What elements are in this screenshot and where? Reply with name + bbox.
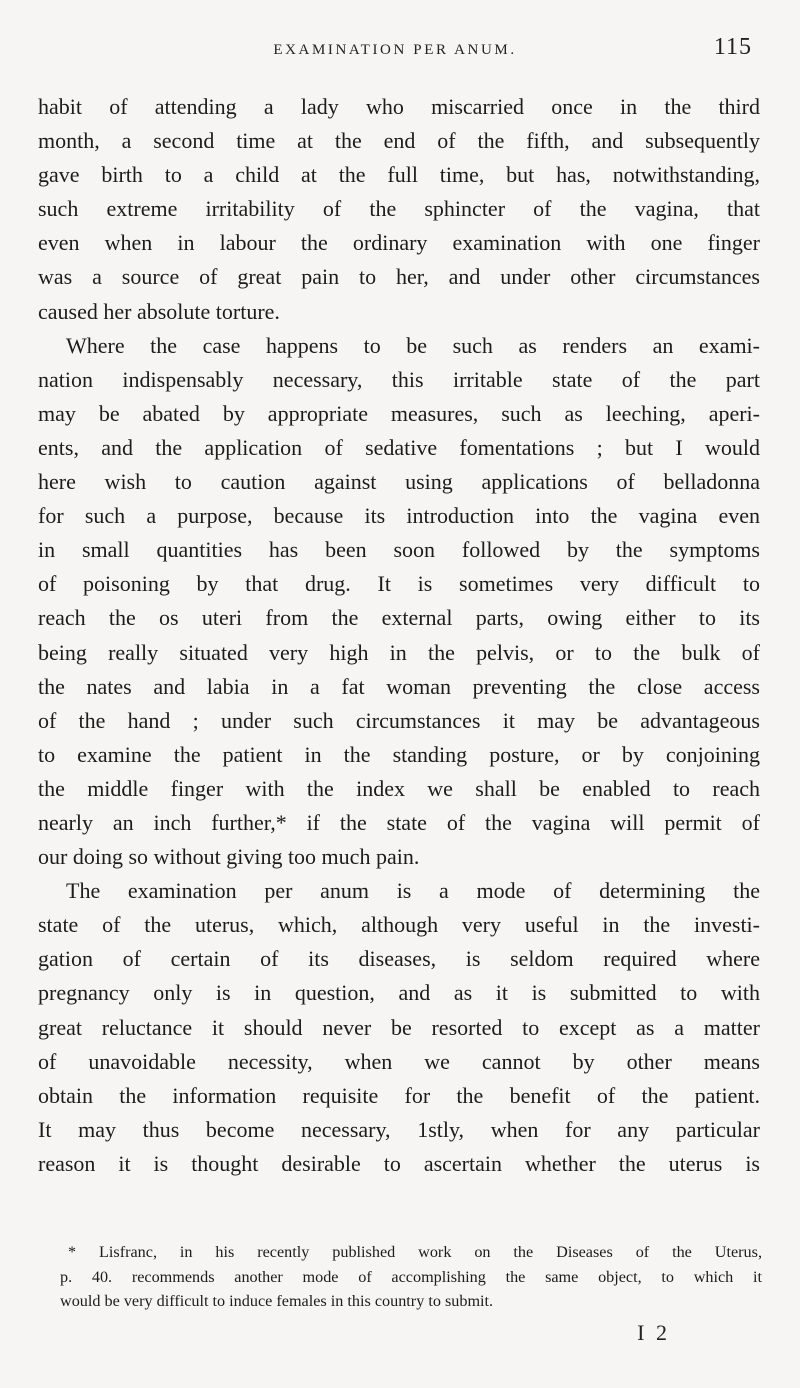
text-line: habit of attending a lady who miscarried once in the third [38,94,760,119]
running-head [38,34,752,64]
text-line: It may thus become necessary, 1stly, when for any particular [38,1116,760,1142]
text-line: gation of certain of its diseases, is seldom required where [38,946,760,972]
text-line: may be abated by appropriate measures, such as leeching, aperi- [38,400,760,426]
text-line: pregnancy only is in question, and as it is submitted to with [38,980,760,1006]
text-line: the middle finger with the index we shall be enabled to reach [38,775,760,801]
text-line: of unavoidable necessity, when we cannot by other means [38,1048,760,1074]
text-line: reason it is thought desirable to ascertain whether the uterus is [38,1150,760,1176]
text-line: to examine the patient in the standing posture, or by conjoining [38,741,760,767]
page-number: 115 [713,34,752,60]
footnote-line: * Lisfranc, in his recently published work on the Diseases of the Uterus, [68,1243,762,1261]
text-line: great reluctance it should never be resorted to except as a matter [38,1014,760,1040]
text-line: such extreme irritability of the sphincter of the vagina, that [38,196,760,222]
text-line: of poisoning by that drug. It is sometimes very difficult to [38,571,760,597]
paragraph-start-line: Where the case happens to be such as renders an exami- [66,332,760,358]
text-line: gave birth to a child at the full time, but has, notwithstanding, [38,162,760,188]
text-line: month, a second time at the end of the fifth, and subsequently [38,128,760,154]
signature-mark: I 2 [637,1320,670,1345]
text-line: reach the os uteri from the external parts, owing either to its [38,605,760,631]
text-line: was a source of great pain to her, and under other circumstances [38,264,760,290]
text-line: of the hand ; under such circumstances it may be advantageous [38,707,760,733]
footnote-line: would be very difficult to induce females in this country to submit. [60,1292,494,1310]
running-title: EXAMINATION PER ANUM. [273,42,517,58]
text-line: in small quantities has been soon followed by the symptoms [38,537,760,563]
text-line: even when in labour the ordinary examination with one finger [38,230,760,256]
text-line: state of the uterus, which, although very useful in the investi- [38,912,760,938]
text-line: nation indispensably necessary, this irritable state of the part [38,366,760,392]
text-line: here wish to caution against using applications of belladonna [38,469,760,495]
text-line: being really situated very high in the pelvis, or to the bulk of [38,639,760,665]
text-line: nearly an inch further,* if the state of the vagina will permit of [38,809,760,835]
body-text [38,90,760,1181]
text-line: obtain the information requisite for the benefit of the patient. [38,1082,760,1108]
text-line: the nates and labia in a fat woman preventing the close access [38,673,760,699]
text-line: for such a purpose, because its introduction into the vagina even [38,503,760,529]
paragraph-start-line: The examination per anum is a mode of determining the [66,878,760,904]
paragraph-end-line: our doing so without giving too much pain. [38,844,420,870]
footnote [60,1240,762,1314]
footnote-line: p. 40. recommends another mode of accomplishing the same object, to which it [60,1267,762,1286]
text-line: ents, and the application of sedative fomentations ; but I would [38,434,760,460]
paragraph-end-line: caused her absolute torture. [38,298,280,324]
